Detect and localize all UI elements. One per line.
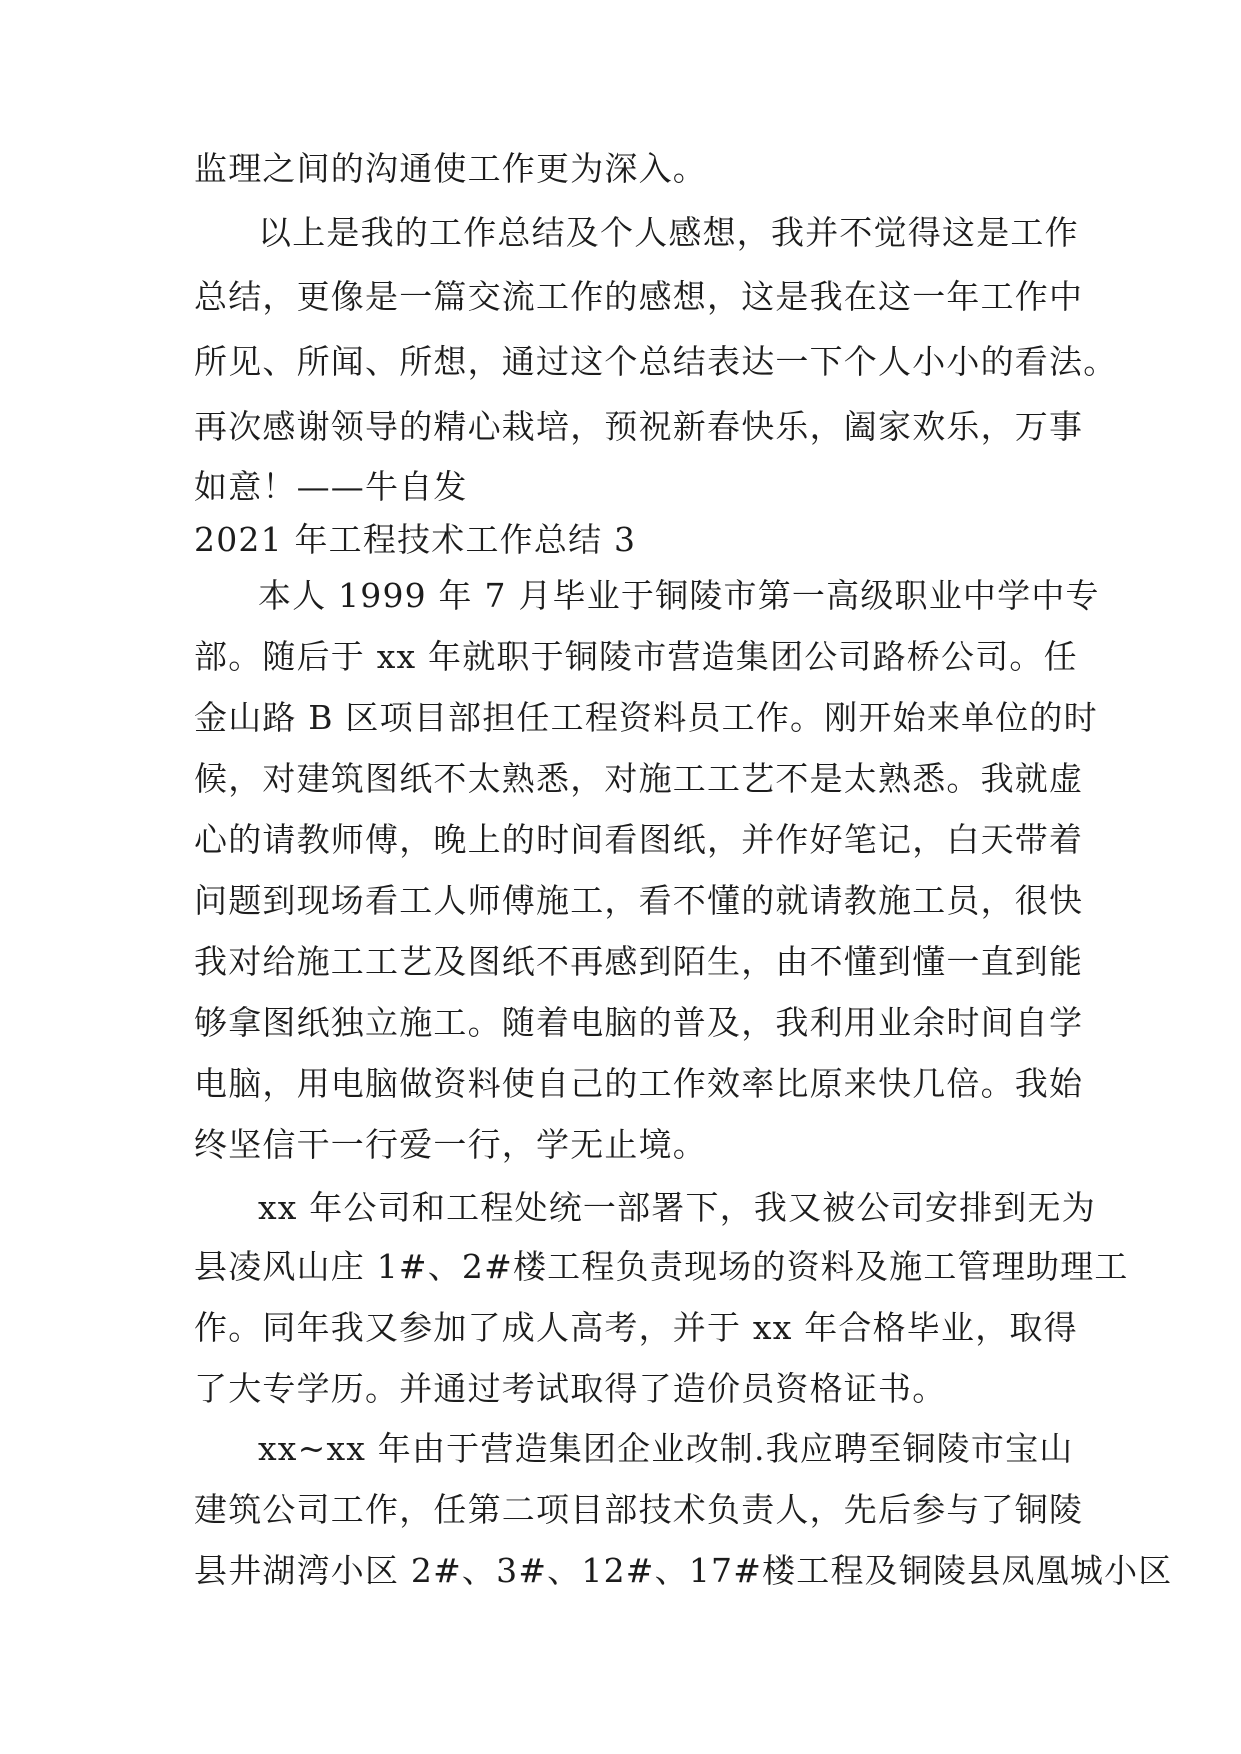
paragraph-first-line: xx~xx 年由于营造集团企业改制.我应聘至铜陵市宝山	[258, 1429, 1074, 1468]
section-heading: 2021 年工程技术工作总结 3	[194, 520, 637, 559]
text-line: 我对给施工工艺及图纸不再感到陌生，由不懂到懂一直到能	[194, 942, 1084, 981]
text-line: 所见、所闻、所想，通过这个总结表达一下个人小小的看法。	[194, 342, 1118, 381]
paragraph-first-line: 以上是我的工作总结及个人感想，我并不觉得这是工作	[258, 213, 1079, 252]
text-line: 心的请教师傅，晚上的时间看图纸，并作好笔记，白天带着	[194, 820, 1084, 859]
text-line: 终坚信干一行爱一行，学无止境。	[194, 1125, 707, 1164]
text-line: 再次感谢领导的精心栽培，预祝新春快乐，阖家欢乐，万事	[194, 407, 1084, 446]
paragraph-first-line: 本人 1999 年 7 月毕业于铜陵市第一高级职业中学中专	[258, 576, 1100, 615]
text-line: 金山路 B 区项目部担任工程资料员工作。刚开始来单位的时	[194, 698, 1098, 737]
text-line: 总结，更像是一篇交流工作的感想，这是我在这一年工作中	[194, 277, 1084, 316]
text-line: 县井湖湾小区 2#、3#、12#、17#楼工程及铜陵县凤凰城小区	[194, 1551, 1173, 1590]
text-line: 够拿图纸独立施工。随着电脑的普及，我利用业余时间自学	[194, 1003, 1084, 1042]
text-line: 问题到现场看工人师傅施工，看不懂的就请教施工员，很快	[194, 881, 1084, 920]
text-line: 电脑，用电脑做资料使自己的工作效率比原来快几倍。我始	[194, 1064, 1084, 1103]
paragraph-first-line: xx 年公司和工程处统一部署下，我又被公司安排到无为	[258, 1188, 1096, 1227]
text-line: 部。随后于 xx 年就职于铜陵市营造集团公司路桥公司。任	[194, 637, 1078, 676]
text-line: 候，对建筑图纸不太熟悉，对施工工艺不是太熟悉。我就虚	[194, 759, 1084, 798]
text-line: 建筑公司工作，任第二项目部技术负责人，先后参与了铜陵	[194, 1490, 1084, 1529]
text-line: 县凌风山庄 1#、2#楼工程负责现场的资料及施工管理助理工	[194, 1247, 1129, 1286]
text-line: 了大专学历。并通过考试取得了造价员资格证书。	[194, 1369, 947, 1408]
text-line: 如意！——牛自发	[194, 467, 468, 506]
text-line: 作。同年我又参加了成人高考，并于 xx 年合格毕业，取得	[194, 1308, 1078, 1347]
text-line: 监理之间的沟通使工作更为深入。	[194, 149, 707, 188]
